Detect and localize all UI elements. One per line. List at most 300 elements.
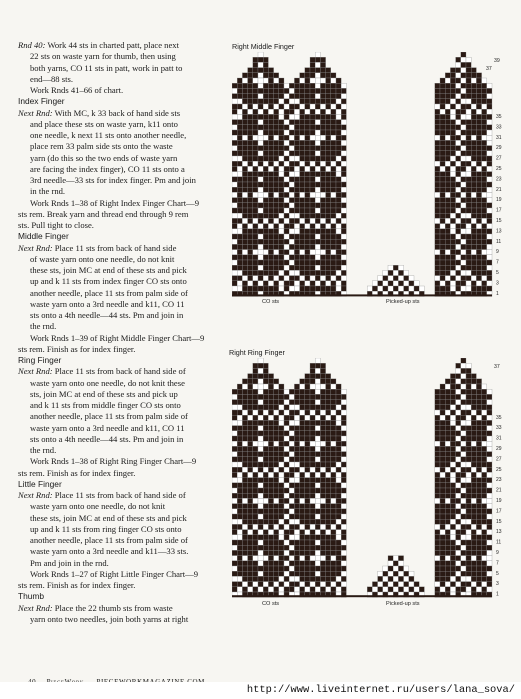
chart-cell (331, 125, 336, 130)
chart-cell (284, 530, 289, 535)
chart-cell (476, 478, 481, 483)
chart-cell (232, 394, 237, 399)
chart-cell (482, 88, 487, 93)
chart-cell (305, 234, 310, 239)
chart-cell (456, 203, 461, 208)
row-number: 11 (496, 539, 502, 546)
chart-cell (232, 187, 237, 192)
chart-cell (440, 540, 445, 545)
chart-cell (315, 431, 320, 436)
chart-cell (435, 88, 440, 93)
chart-cell (476, 135, 481, 140)
chart-cell (445, 452, 450, 457)
chart-cell (284, 198, 289, 203)
chart-cell (435, 239, 440, 244)
chart-cell (331, 498, 336, 503)
chart-cell (461, 265, 466, 270)
chart-cell (232, 472, 237, 477)
instruction-line: end—88 sts. (30, 73, 73, 84)
chart-cell (294, 151, 299, 156)
chart-cell (393, 571, 398, 576)
chart-cell (284, 400, 289, 405)
chart-cell (326, 524, 331, 529)
instruction-line: one needle, k next 11 sts onto another needle, (30, 130, 187, 140)
chart-cell (320, 571, 325, 576)
chart-cell (284, 415, 289, 420)
chart-cell (440, 156, 445, 161)
chart-cell (326, 374, 331, 379)
chart-cell (294, 389, 299, 394)
chart-cell (315, 120, 320, 125)
chart-cell (476, 415, 481, 420)
instruction-line: sts rem. Break yarn and thread end through 9 rem (18, 208, 189, 219)
chart-cell (294, 509, 299, 514)
chart-cell (341, 270, 346, 275)
chart-cell (310, 140, 315, 145)
chart-cell (476, 192, 481, 197)
chart-cell (310, 286, 315, 291)
chart-cell (471, 218, 476, 223)
chart-cell (466, 146, 471, 151)
chart-cell (310, 156, 315, 161)
chart-cell (279, 457, 284, 462)
chart-cell (456, 250, 461, 255)
chart-cell (289, 114, 294, 119)
chart-cell (466, 446, 471, 451)
chart-cell (289, 224, 294, 229)
chart-cell (279, 140, 284, 145)
chart-cell (388, 576, 393, 581)
chart-cell (232, 566, 237, 571)
chart-cell (471, 94, 476, 99)
chart-cell (456, 561, 461, 566)
chart-cell (471, 198, 476, 203)
chart-cell (305, 187, 310, 192)
chart-cell (341, 566, 346, 571)
chart-cell (336, 234, 341, 239)
chart-cell (294, 78, 299, 83)
chart-cell (232, 509, 237, 514)
chart-cell (487, 415, 492, 420)
chart-cell (268, 114, 273, 119)
chart-cell (320, 281, 325, 286)
chart-cell (289, 420, 294, 425)
instruction-line: place rem 33 palm side sts onto the waste (30, 141, 173, 152)
chart-cell (326, 384, 331, 389)
chart-cell (279, 276, 284, 281)
chart-cell (456, 550, 461, 555)
chart-cell (279, 405, 284, 410)
chart-cell (383, 582, 388, 587)
chart-cell (450, 224, 455, 229)
chart-cell (242, 509, 247, 514)
chart-cell (232, 255, 237, 260)
chart-cell (461, 358, 466, 363)
chart-cell (476, 582, 481, 587)
chart-cell (310, 561, 315, 566)
chart-cell (258, 441, 263, 446)
chart-cell (300, 88, 305, 93)
instruction-rest: With MC, k 33 back of hand side sts (52, 107, 181, 118)
chart-cell (461, 566, 466, 571)
chart-cell (258, 140, 263, 145)
chart-cell (450, 88, 455, 93)
chart-cell (263, 550, 268, 555)
chart-cell (440, 493, 445, 498)
chart-cell (445, 420, 450, 425)
chart-cell (466, 550, 471, 555)
chart-cell (294, 576, 299, 581)
chart-cell (289, 250, 294, 255)
chart-cell (336, 83, 341, 88)
chart-cell (263, 244, 268, 249)
chart-cell (279, 114, 284, 119)
chart-cell (450, 509, 455, 514)
chart-cell (341, 182, 346, 187)
instruction-line: up and k 11 sts from ring finger CO sts onto (30, 523, 182, 534)
chart-cell (237, 135, 242, 140)
chart-cell (320, 488, 325, 493)
chart-cell (294, 140, 299, 145)
chart-cell (482, 250, 487, 255)
chart-cell (336, 394, 341, 399)
chart-cell (482, 498, 487, 503)
chart-cell (326, 478, 331, 483)
chart-cell (289, 198, 294, 203)
chart-cell (450, 125, 455, 130)
chart-cell (289, 556, 294, 561)
chart-cell (482, 198, 487, 203)
chart-cell (300, 94, 305, 99)
chart-cell (248, 156, 253, 161)
chart-cell (466, 57, 471, 62)
chart-cell (336, 286, 341, 291)
chart-cell (476, 166, 481, 171)
chart-cell (268, 394, 273, 399)
chart-cell (440, 244, 445, 249)
instruction-line: in the rnd. (30, 186, 66, 197)
chart-cell (232, 281, 237, 286)
chart-cell (305, 483, 310, 488)
chart-cell (331, 582, 336, 587)
chart-cell (482, 405, 487, 410)
chart-cell (258, 472, 263, 477)
chart-cell (341, 156, 346, 161)
chart-cell (248, 125, 253, 130)
chart-cell (440, 182, 445, 187)
chart-cell (476, 400, 481, 405)
chart-cell (248, 94, 253, 99)
chart-cell (440, 582, 445, 587)
chart-cell (310, 493, 315, 498)
chart-cell (461, 239, 466, 244)
chart-cell (274, 483, 279, 488)
chart-cell (268, 68, 273, 73)
chart-cell (450, 587, 455, 592)
chart-cell (466, 208, 471, 213)
chart-cell (456, 446, 461, 451)
chart-cell (393, 270, 398, 275)
chart-cell (320, 556, 325, 561)
chart-cell (237, 224, 242, 229)
chart-cell (461, 130, 466, 135)
chart-cell (274, 99, 279, 104)
chart-cell (466, 250, 471, 255)
chart-cell (466, 436, 471, 441)
chart-cell (294, 192, 299, 197)
chart-cell (471, 566, 476, 571)
instruction-lead: Next Rnd: (18, 602, 53, 613)
chart-cell (466, 239, 471, 244)
chart-cell (336, 125, 341, 130)
instruction-line: another needle, place 11 sts from palm side of (30, 535, 188, 545)
chart-cell (315, 540, 320, 545)
chart-cell (253, 462, 258, 467)
chart-cell (482, 151, 487, 156)
chart-cell (294, 229, 299, 234)
chart-cell (248, 68, 253, 73)
chart-cell (310, 239, 315, 244)
chart-cell (435, 405, 440, 410)
chart-cell (310, 125, 315, 130)
chart-cell (305, 109, 310, 114)
chart-cell (274, 394, 279, 399)
chart-cell (279, 203, 284, 208)
chart-cell (482, 556, 487, 561)
chart-cell (248, 524, 253, 529)
chart-cell (232, 524, 237, 529)
chart-cell (487, 177, 492, 182)
chart-cell (471, 224, 476, 229)
chart-cell (471, 576, 476, 581)
chart-cell (248, 229, 253, 234)
chart-cell (300, 478, 305, 483)
chart-cell (341, 125, 346, 130)
chart-cell (300, 104, 305, 109)
chart-cell (263, 57, 268, 62)
chart-cell (263, 389, 268, 394)
chart-cell (248, 276, 253, 281)
chart-cell (471, 420, 476, 425)
chart-cell (253, 114, 258, 119)
chart-cell (476, 250, 481, 255)
chart-cell (279, 452, 284, 457)
chart-cell (253, 415, 258, 420)
chart-cell (232, 576, 237, 581)
row-number: 19 (496, 197, 502, 204)
chart-cell (336, 218, 341, 223)
chart-cell (284, 166, 289, 171)
chart-cell (274, 192, 279, 197)
chart-cell (284, 146, 289, 151)
chart-cell (450, 99, 455, 104)
chart-cell (456, 488, 461, 493)
instruction-line: Work Rnds 1–27 of Right Little Finger Chart—9 (30, 568, 199, 579)
chart-cell (279, 286, 284, 291)
chart-cell (237, 146, 242, 151)
chart-cell (487, 535, 492, 540)
chart-cell (263, 224, 268, 229)
chart-cell (284, 151, 289, 156)
chart-cell (440, 265, 445, 270)
chart-cell (310, 415, 315, 420)
chart-cell (476, 498, 481, 503)
chart-cell (336, 524, 341, 529)
chart-cell (315, 472, 320, 477)
chart-cell (336, 441, 341, 446)
chart-cell (471, 109, 476, 114)
chart-cell (294, 472, 299, 477)
chart-cell (331, 140, 336, 145)
chart-cell (289, 410, 294, 415)
instruction-line: waste yarn onto a 3rd needle and k11, CO 11 (30, 422, 185, 433)
chart-cell (476, 431, 481, 436)
chart-cell (279, 218, 284, 223)
chart-cell (279, 177, 284, 182)
chart-cell (320, 120, 325, 125)
chart-cell (404, 270, 409, 275)
chart-cell (466, 78, 471, 83)
chart-cell (331, 135, 336, 140)
row-number: 31 (496, 134, 502, 141)
chart-cell (461, 363, 466, 368)
chart-cell (315, 566, 320, 571)
chart-cell (279, 462, 284, 467)
chart-cell (482, 224, 487, 229)
chart-cell (294, 109, 299, 114)
chart-cell (466, 493, 471, 498)
chart-cell (248, 203, 253, 208)
chart-cell (331, 462, 336, 467)
chart-cell (341, 478, 346, 483)
chart-cell (310, 576, 315, 581)
chart-cell (279, 420, 284, 425)
chart-cell (331, 504, 336, 509)
chart-cell (258, 286, 263, 291)
chart-cell (263, 166, 268, 171)
chart-cell (445, 493, 450, 498)
chart-cell (315, 239, 320, 244)
instruction-line: Work Rnds 41–66 of chart. (30, 85, 124, 95)
chart-cell (274, 514, 279, 519)
chart-cell (456, 192, 461, 197)
chart-cell (450, 504, 455, 509)
chart-cell (305, 379, 310, 384)
chart-cell (456, 260, 461, 265)
chart-cell (341, 250, 346, 255)
chart-cell (450, 457, 455, 462)
chart-cell (445, 120, 450, 125)
chart-cell (320, 394, 325, 399)
chart-cell (461, 192, 466, 197)
chart-cell (248, 213, 253, 218)
chart-cell (237, 198, 242, 203)
chart-cell (300, 239, 305, 244)
chart-cell (248, 224, 253, 229)
chart-cell (253, 265, 258, 270)
chart-cell (456, 218, 461, 223)
chart-cell (232, 146, 237, 151)
chart-cell (435, 172, 440, 177)
chart-cell (476, 88, 481, 93)
chart-cell (242, 234, 247, 239)
chart-cell (331, 224, 336, 229)
chart-cell (466, 62, 471, 67)
chart-cell (336, 130, 341, 135)
chart-cell (482, 394, 487, 399)
chart-cell (253, 62, 258, 67)
chart-cell (310, 172, 315, 177)
chart-cell (310, 192, 315, 197)
chart-cell (331, 213, 336, 218)
chart-cell (300, 234, 305, 239)
chart-cell (450, 130, 455, 135)
chart-cell (289, 135, 294, 140)
chart-cell (419, 286, 424, 291)
chart-cell (237, 441, 242, 446)
chart-cell (274, 446, 279, 451)
chart-cell (237, 571, 242, 576)
chart-cell (315, 187, 320, 192)
chart-cell (320, 368, 325, 373)
chart-cell (482, 524, 487, 529)
chart-cell (253, 88, 258, 93)
chart-cell (232, 239, 237, 244)
chart-cell (310, 410, 315, 415)
chart-cell (435, 94, 440, 99)
chart-cell (471, 504, 476, 509)
chart-cell (456, 379, 461, 384)
chart-cell (268, 457, 273, 462)
chart-cell (268, 519, 273, 524)
chart-cell (320, 514, 325, 519)
chart-cell (279, 244, 284, 249)
chart-cell (232, 540, 237, 545)
chart-cell (487, 104, 492, 109)
chart-cell (440, 198, 445, 203)
chart-cell (320, 109, 325, 114)
chart-cell (476, 224, 481, 229)
chart-cell (232, 130, 237, 135)
chart-cell (268, 436, 273, 441)
chart-cell (471, 213, 476, 218)
chart-cell (471, 125, 476, 130)
chart-cell (300, 166, 305, 171)
chart-cell (253, 576, 258, 581)
chart-cell (268, 130, 273, 135)
chart-cell (258, 587, 263, 592)
chart-cell (320, 462, 325, 467)
chart-cell (294, 504, 299, 509)
chart-cell (487, 213, 492, 218)
chart-cell (279, 151, 284, 156)
chart-cell (232, 135, 237, 140)
chart-cell (326, 462, 331, 467)
chart-cell (487, 265, 492, 270)
chart-cell (253, 483, 258, 488)
chart-cell (315, 415, 320, 420)
chart-cell (435, 125, 440, 130)
chart-cell (248, 405, 253, 410)
chart-cell (466, 374, 471, 379)
chart-cell (398, 286, 403, 291)
chart-cell (336, 462, 341, 467)
chart-cell (289, 244, 294, 249)
chart-cell (320, 561, 325, 566)
chart-cell (300, 187, 305, 192)
chart-cell (248, 140, 253, 145)
chart-cell (435, 415, 440, 420)
